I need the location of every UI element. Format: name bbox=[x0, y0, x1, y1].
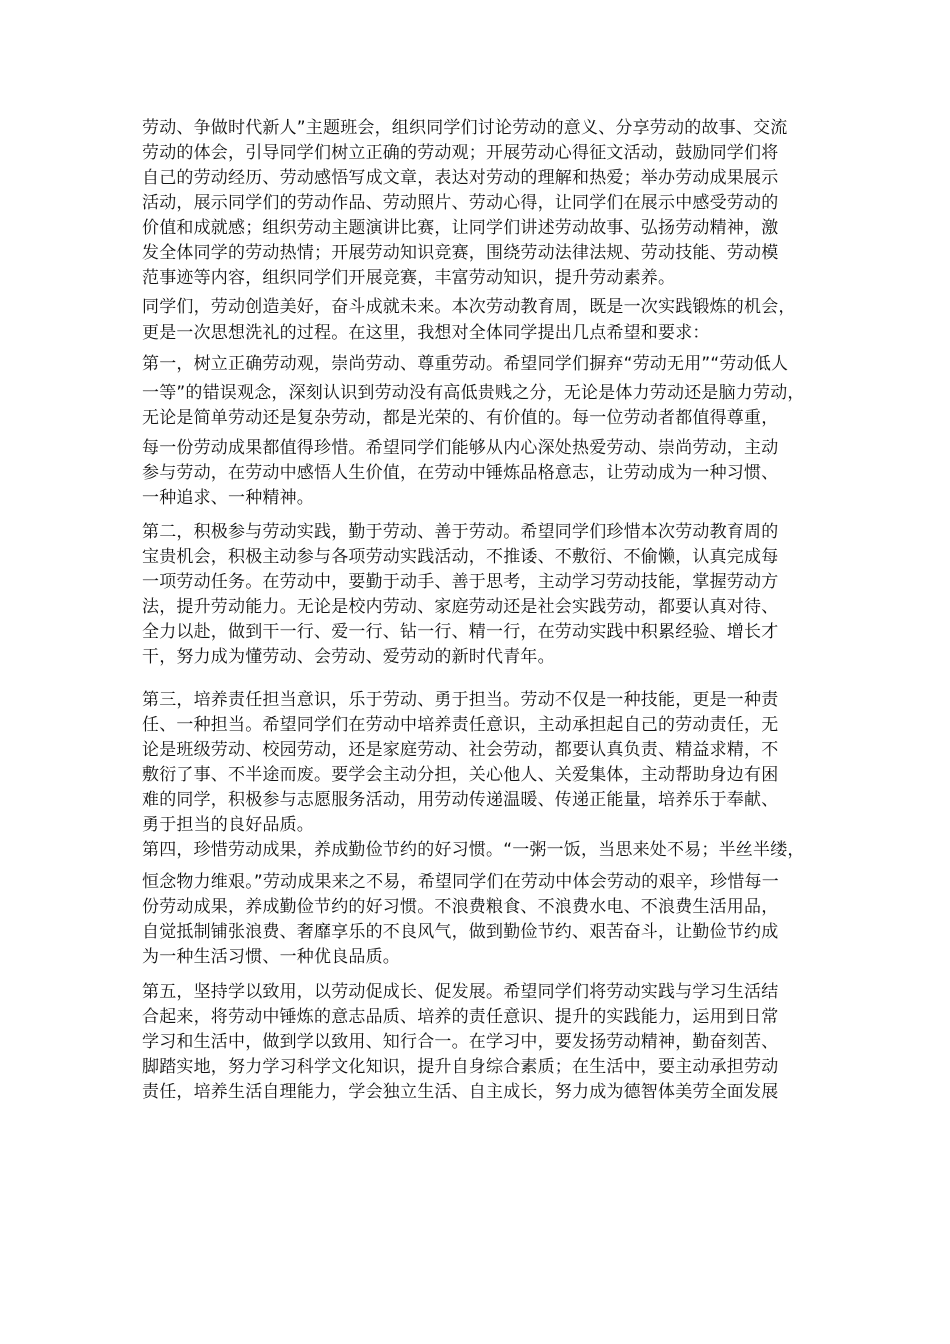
text-line: 学习和生活中，做到学以致用、知行合一。在学习中，要发扬劳动精神，勤奋刻苦、 bbox=[142, 1032, 779, 1052]
text-line: 合起来，将劳动中锤炼的意志品质、培养的责任意识、提升的实践能力，运用到日常 bbox=[142, 1007, 779, 1027]
text-line: 无论是简单劳动还是复杂劳动，都是光荣的、有价值的。每一位劳动者都值得尊重， bbox=[142, 408, 779, 428]
text-line: 一项劳动任务。在劳动中，要勤于动手、善于思考，主动学习劳动技能，掌握劳动方 bbox=[142, 572, 779, 592]
text-line: 一种追求、一种精神。 bbox=[142, 488, 314, 508]
text-line: 每一份劳动成果都值得珍惜。希望同学们能够从内心深处热爱劳动、崇尚劳动，主动 bbox=[142, 438, 779, 458]
text-line: 更是一次思想洗礼的过程。在这里，我想对全体同学提出几点希望和要求： bbox=[142, 323, 710, 343]
text-line: 任、一种担当。希望同学们在劳动中培养责任意识，主动承担起自己的劳动责任，无 bbox=[142, 715, 779, 735]
text-line: 范事迹等内容，组织同学们开展竞赛，丰富劳动知识，提升劳动素养。 bbox=[142, 268, 676, 288]
text-line: 活动，展示同学们的劳动作品、劳动照片、劳动心得，让同学们在展示中感受劳动的 bbox=[142, 193, 779, 213]
text-line: 勇于担当的良好品质。 bbox=[142, 815, 314, 835]
text-line: 一等”的错误观念，深刻认识到劳动没有高低贵贱之分，无论是体力劳动还是脑力劳动， bbox=[142, 383, 805, 403]
text-line: 敷衍了事、不半途而废。要学会主动分担，关心他人、关爱集体，主动帮助身边有困 bbox=[142, 765, 779, 785]
text-line: 宝贵机会，积极主动参与各项劳动实践活动，不推诿、不敷衍、不偷懒，认真完成每 bbox=[142, 547, 779, 567]
text-line: 脚踏实地，努力学习科学文化知识，提升自身综合素质；在生活中，要主动承担劳动 bbox=[142, 1057, 779, 1077]
text-line: 发全体同学的劳动热情；开展劳动知识竞赛，围绕劳动法律法规、劳动技能、劳动模 bbox=[142, 243, 779, 263]
text-line: 责任，培养生活自理能力，学会独立生活、自主成长，努力成为德智体美劳全面发展 bbox=[142, 1082, 779, 1102]
text-line: 恒念物力维艰。”劳动成果来之不易，希望同学们在劳动中体会劳动的艰辛，珍惜每一 bbox=[142, 872, 779, 892]
text-line: 法，提升劳动能力。无论是校内劳动、家庭劳动还是社会实践劳动，都要认真对待、 bbox=[142, 597, 779, 617]
text-line: 干，努力成为懂劳动、会劳动、爱劳动的新时代青年。 bbox=[142, 647, 555, 667]
text-line: 全力以赴，做到干一行、爱一行、钻一行、精一行，在劳动实践中积累经验、增长才 bbox=[142, 622, 779, 642]
text-line: 自觉抵制铺张浪费、奢靡享乐的不良风气，做到勤俭节约、艰苦奋斗，让勤俭节约成 bbox=[142, 922, 779, 942]
text-line: 第三，培养责任担当意识，乐于劳动、勇于担当。劳动不仅是一种技能，更是一种责 bbox=[142, 690, 779, 710]
text-line: 参与劳动，在劳动中感悟人生价值，在劳动中锤炼品格意志，让劳动成为一种习惯、 bbox=[142, 463, 779, 483]
text-line: 第四，珍惜劳动成果，养成勤俭节约的好习惯。“一粥一饭，当思来处不易；半丝半缕， bbox=[142, 840, 805, 860]
text-line: 为一种生活习惯、一种优良品质。 bbox=[142, 947, 400, 967]
text-line: 第一，树立正确劳动观，崇尚劳动、尊重劳动。希望同学们摒弃“劳动无用”“劳动低人 bbox=[142, 354, 789, 374]
text-line: 份劳动成果，养成勤俭节约的好习惯。不浪费粮食、不浪费水电、不浪费生活用品， bbox=[142, 897, 779, 917]
text-line: 劳动的体会，引导同学们树立正确的劳动观；开展劳动心得征文活动，鼓励同学们将 bbox=[142, 143, 779, 163]
text-line: 劳动、争做时代新人”主题班会，组织同学们讨论劳动的意义、分享劳动的故事、交流 bbox=[142, 118, 788, 138]
text-line: 自己的劳动经历、劳动感悟写成文章，表达对劳动的理解和热爱；举办劳动成果展示 bbox=[142, 168, 779, 188]
text-line: 第二，积极参与劳动实践，勤于劳动、善于劳动。希望同学们珍惜本次劳动教育周的 bbox=[142, 522, 779, 542]
text-line: 论是班级劳动、校园劳动，还是家庭劳动、社会劳动，都要认真负责、精益求精，不 bbox=[142, 740, 779, 760]
text-line: 价值和成就感；组织劳动主题演讲比赛，让同学们讲述劳动故事、弘扬劳动精神，激 bbox=[142, 218, 779, 238]
text-line: 第五，坚持学以致用，以劳动促成长、促发展。希望同学们将劳动实践与学习生活结 bbox=[142, 982, 779, 1002]
text-line: 同学们，劳动创造美好，奋斗成就未来。本次劳动教育周，既是一次实践锻炼的机会， bbox=[142, 297, 796, 317]
text-line: 难的同学，积极参与志愿服务活动，用劳动传递温暖、传递正能量，培养乐于奉献、 bbox=[142, 790, 779, 810]
